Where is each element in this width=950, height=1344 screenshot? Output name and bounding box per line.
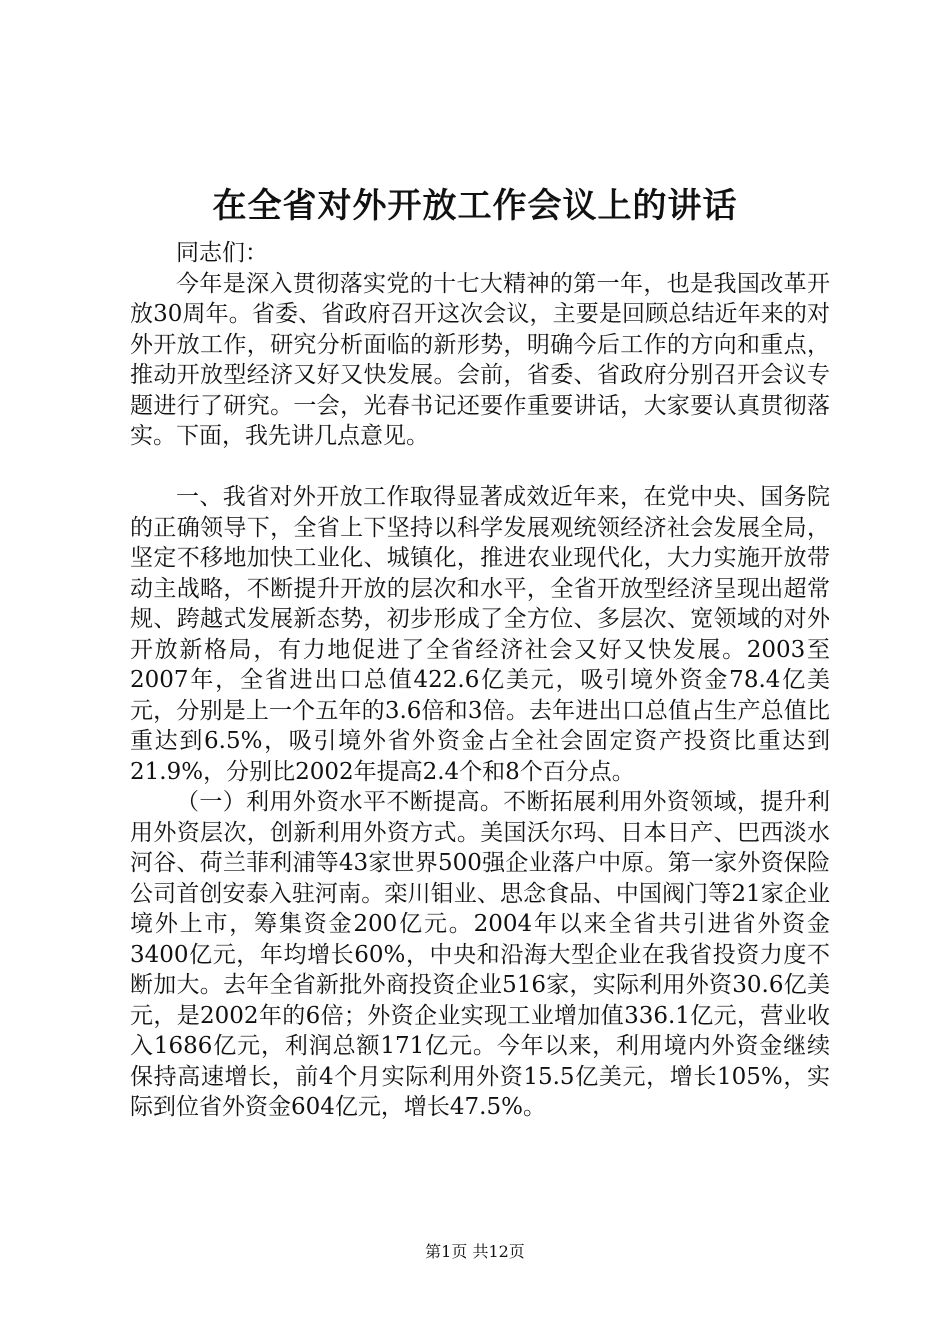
paragraph-intro: 今年是深入贯彻落实党的十七大精神的第一年，也是我国改革开放30周年。省委、省政府召开这次会议，主要是回顾总结近年来的对外开放工作，研究分析面临的新形势，明确今后工作的方向和重点，推动开放型经济又好又快发展。会前，省委、省政府分别召开会议专题进行了研究。一会，光春书记还要作重要讲话，大家要认真贯彻落实。下面，我先讲几点意见。 <box>130 270 830 449</box>
page-title: 在全省对外开放工作会议上的讲话 <box>212 186 738 226</box>
document-body <box>130 238 830 1123</box>
page-footer: 第1页 共12页 <box>425 1242 525 1261</box>
paragraph-subsection-one: （一）利用外资水平不断提高。不断拓展利用外资领域，提升利用外资层次，创新利用外资方式。美国沃尔玛、日本日产、巴西淡水河谷、荷兰菲利浦等43家世界500强企业落户中原。第一家外资保险公司首创安泰入驻河南。栾川钼业、思念食品、中国阀门等21家企业境外上市，筹集资金200亿元。2004年以来全省共引进省外资金3400亿元，年均增长60%，中央和沿海大型企业在我省投资力度不断加大。去年全省新批外商投资企业516家，实际利用外资30.6亿美元，是2002年的6倍；外资企业实现工业增加值336.1亿元，营业收入1686亿元，利润总额171亿元。今年以来，利用境内外资金继续保持高速增长，前4个月实际利用外资15.5亿美元，增长105%，实际到位省外资金604亿元，增长47.5%。 <box>130 789 830 1120</box>
paragraph-spacer <box>130 452 830 483</box>
paragraph-section-one: 一、我省对外开放工作取得显著成效近年来，在党中央、国务院的正确领导下，全省上下坚持以科学发展观统领经济社会发展全局，坚定不移地加快工业化、城镇化，推进农业现代化，大力实施开放带动主战略，不断提升开放的层次和水平，全省开放型经济呈现出超常规、跨越式发展新态势，初步形成了全方位、多层次、宽领域的对外开放新格局，有力地促进了全省经济社会又好又快发展。2003至2007年，全省进出口总值422.6亿美元，吸引境外资金78.4亿美元，分别是上一个五年的3.6倍和3倍。去年进出口总值占生产总值比重达到6.5%，吸引境外省外资金占全社会固定资产投资比重达到21.9%，分别比2002年提高2.4个和8个百分点。 <box>130 484 830 785</box>
salutation: 同志们： <box>176 240 268 266</box>
